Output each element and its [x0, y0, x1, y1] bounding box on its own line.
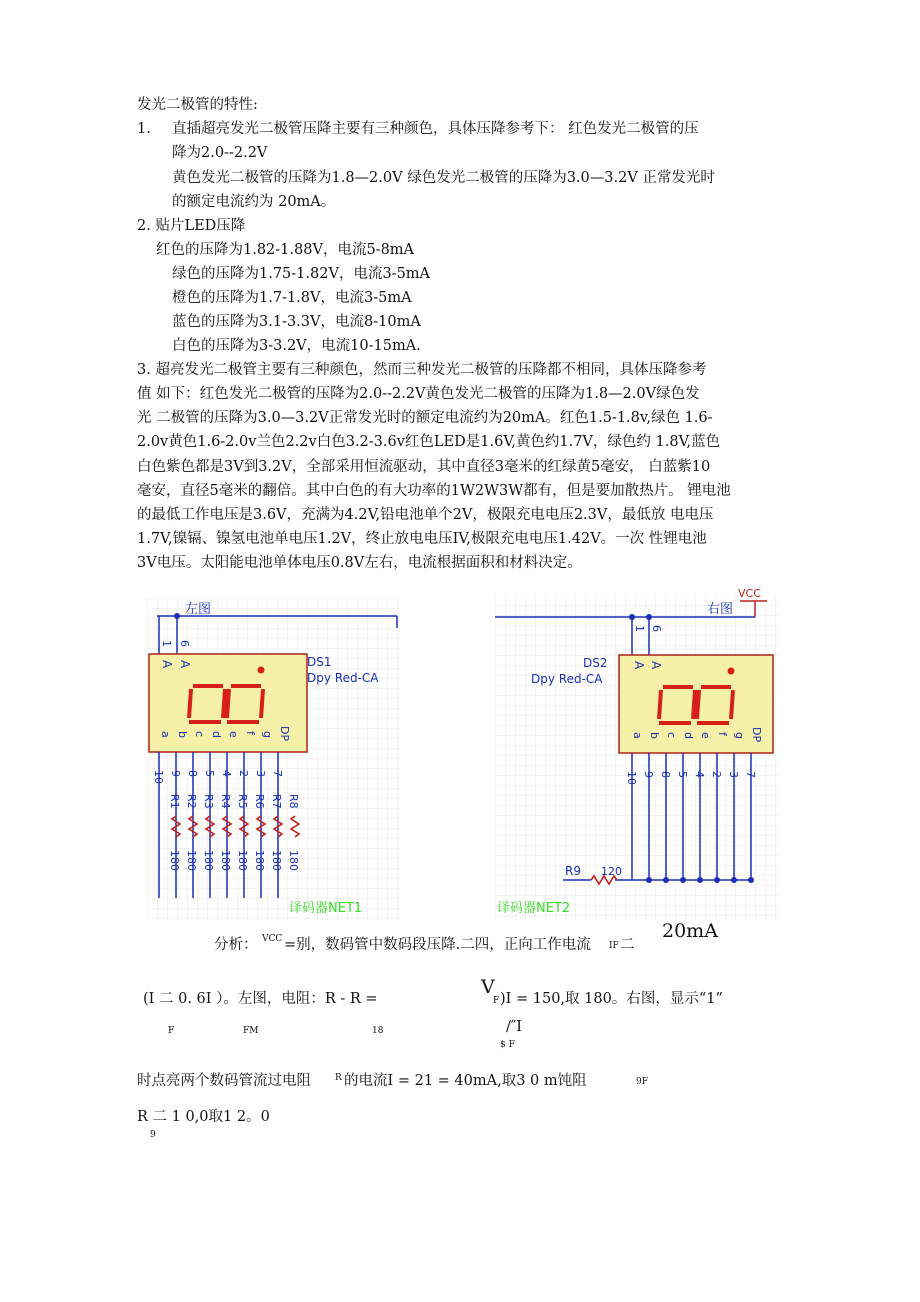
analysis-sub-f: F — [168, 1026, 175, 1036]
analysis-vf: V — [481, 976, 495, 998]
item3-line: 1.7V,镍镉、镍氢电池单电压1.2V，终止放电电压IV,极限充电电压1.42V。一次 性锂电池 — [137, 531, 707, 547]
left-res-value: 180 — [287, 850, 300, 871]
analysis-line1-text: =别，数码管中数码段压降.二四，正向工作电流 — [284, 937, 591, 953]
analysis-line3-c: 9F — [636, 1077, 648, 1087]
left-top-pin: 1 — [160, 640, 173, 647]
item3-line: 3. 超亮发光二极管主要有三种颜色，然而三种发光二极管的压降都不相同，具体压降参考 — [137, 362, 707, 378]
right-res-value: 120 — [601, 865, 622, 878]
right-pin-num: 10 — [625, 771, 638, 785]
section-title: 发光二极管的特性: — [137, 97, 258, 113]
right-part: Dpy Red-CA — [531, 672, 603, 686]
analysis-if-sub: IF — [609, 941, 619, 951]
right-res-name: R9 — [565, 864, 581, 878]
item3-line: 3V电压。太阳能电池单体电压0.8V左右，电流根据面积和材料决定。 — [137, 555, 582, 571]
left-pin-num: 8 — [186, 770, 199, 777]
right-seg-letter: f — [716, 732, 729, 736]
left-net: 译码器NET1 — [289, 901, 363, 916]
analysis-line4-sub: 9 — [150, 1130, 156, 1140]
left-res-name: R1 — [168, 794, 181, 809]
analysis-line1-eq: 二 — [620, 937, 635, 953]
left-pin-num: 10 — [152, 770, 165, 784]
left-res-value: 180 — [236, 850, 249, 871]
right-ds: DS2 — [583, 656, 608, 670]
left-anode: A — [160, 660, 174, 669]
item3-line: 毫安，直径5毫米的翻倍。其中白色的有大功率的1W2W3W都有，但是要加散热片。 锂电池 — [137, 483, 731, 499]
right-top-pin: 6 — [650, 625, 663, 632]
analysis-vf-sub: F — [493, 996, 500, 1006]
left-pin-num: 4 — [220, 770, 233, 777]
left-pin-num: 2 — [237, 770, 250, 777]
left-res-name: R5 — [236, 794, 249, 809]
right-anode: A — [632, 661, 646, 670]
left-res-name: R6 — [253, 794, 266, 809]
item2-heading: 2. 贴片LED压降 — [137, 218, 246, 234]
item1-line2: 降为2.0--2.2V — [172, 145, 268, 161]
right-pin-num: 7 — [744, 771, 757, 778]
left-seg-letter: d — [210, 731, 223, 738]
left-top-pin: 6 — [178, 640, 191, 647]
left-res-name: R8 — [287, 794, 300, 809]
schematic-right — [495, 585, 780, 920]
left-res-value: 180 — [168, 850, 181, 871]
item3-line: 2.0v黄色1.6-2.0v兰色2.2v白色3.2-3.6v红色LED是1.6V,黄色约1.7V，绿色约 1.8V,蓝色 — [137, 434, 721, 450]
analysis-line3-r: R — [335, 1073, 342, 1083]
left-pin-num: 3 — [254, 770, 267, 777]
right-seg-letter: c — [665, 732, 678, 739]
analysis-frac: /″I — [506, 1019, 523, 1035]
analysis-sub-18: 18 — [372, 1026, 384, 1036]
analysis-line3-a: 时点亮两个数码管流过电阻 — [137, 1073, 311, 1089]
right-pin-num: 4 — [693, 771, 706, 778]
analysis-frac-sub: $ F — [500, 1040, 515, 1050]
item2-row: 白色的压降为3-3.2V，电流10-15mA. — [172, 338, 421, 354]
right-pin-num: 2 — [710, 771, 723, 778]
left-res-name: R4 — [219, 794, 232, 809]
analysis-sub-fm: FM — [243, 1026, 259, 1036]
left-seg-letter: a — [159, 731, 172, 738]
left-res-value: 180 — [202, 850, 215, 871]
left-label: 左图 — [185, 602, 212, 617]
item2-row: 橙色的压降为1.7-1.8V，电流3-5mA — [172, 290, 412, 306]
left-ds: DS1 — [307, 655, 332, 669]
left-pin-num: 9 — [169, 770, 182, 777]
right-net: 译码器NET2 — [497, 901, 571, 916]
right-pin-num: 9 — [642, 771, 655, 778]
analysis-20ma: 20mA — [662, 920, 718, 942]
analysis-line1-label: 分析： — [214, 937, 258, 953]
right-seg-letter: d — [682, 732, 695, 739]
right-anode: A — [649, 661, 663, 670]
left-seg-letter: g — [261, 731, 274, 738]
item1-number: 1. — [137, 121, 151, 137]
schematic-left — [147, 598, 399, 920]
right-seg-letter: b — [648, 732, 661, 739]
right-top-pin: 1 — [633, 625, 646, 632]
item3-line: 光 二极管的压降为3.0—3.2V正常发光时的额定电流约为20mA。红色1.5-1.8v,绿色 1.6- — [137, 410, 713, 426]
left-res-value: 180 — [253, 850, 266, 871]
left-pin-num: 5 — [203, 770, 216, 777]
left-seg-letter: DP — [278, 726, 291, 742]
analysis-line2-b: )I = 150,取 180。右图，显示“1” — [500, 991, 723, 1007]
right-pin-num: 3 — [727, 771, 740, 778]
left-part: Dpy Red-CA — [307, 671, 379, 685]
item1-line1: 直插超亮发光二极管压降主要有三种颜色，具体压降参考下： 红色发光二极管的压 — [172, 121, 699, 137]
item2-row: 红色的压降为1.82-1.88V，电流5-8mA — [156, 242, 415, 258]
right-pin-num: 8 — [659, 771, 672, 778]
left-seg-letter: f — [244, 731, 257, 735]
left-res-name: R7 — [270, 794, 283, 809]
item1-line3: 黄色发光二极管的压降为1.8—2.0V 绿色发光二极管的压降为3.0—3.2V 正常发光时 — [172, 170, 715, 186]
item1-line4: 的额定电流约为 20mA。 — [172, 194, 336, 210]
analysis-vcc: VCC — [262, 934, 283, 944]
left-seg-letter: e — [227, 731, 240, 738]
right-label: 右图 — [707, 602, 734, 617]
left-res-name: R2 — [185, 794, 198, 809]
item2-row: 绿色的压降为1.75-1.82V，电流3-5mA — [172, 266, 431, 282]
right-vcc: VCC — [738, 587, 761, 600]
item3-line: 值 如下：红色发光二极管的压降为2.0--2.2V黄色发光二极管的压降为1.8—2.0V绿色发 — [137, 386, 700, 402]
left-res-value: 180 — [219, 850, 232, 871]
left-pin-num: 7 — [271, 770, 284, 777]
right-seg-letter: g — [733, 732, 746, 739]
left-seg-letter: b — [176, 731, 189, 738]
left-anode: A — [178, 660, 192, 669]
left-res-value: 180 — [270, 850, 283, 871]
right-pin-num: 5 — [676, 771, 689, 778]
left-seg-letter: c — [193, 731, 206, 738]
analysis-line4: R 二 1 0,0取1 2。0 — [137, 1109, 270, 1125]
right-seg-letter: DP — [750, 727, 763, 743]
analysis-line2-a: (I 二 0. 6I ）。左图，电阻：R - R = — [143, 991, 378, 1007]
item3-line: 白色紫色都是3V到3.2V，全部采用恒流驱动，其中直径3毫米的红绿黄5毫安， 白蓝紫10 — [137, 459, 711, 475]
right-seg-letter: a — [631, 732, 644, 739]
left-res-name: R3 — [202, 794, 215, 809]
right-seg-letter: e — [699, 732, 712, 739]
left-res-value: 180 — [185, 850, 198, 871]
analysis-line3-b: 的电流I = 21 = 40mA,取3 0 m饨阻 — [344, 1073, 587, 1089]
item3-line: 的最低工作电压是3.6V，充满为4.2V,铅电池单个2V，极限充电电压2.3V，最低放 电电压 — [137, 507, 714, 523]
item2-row: 蓝色的压降为3.1-3.3V，电流8-10mA — [172, 314, 421, 330]
